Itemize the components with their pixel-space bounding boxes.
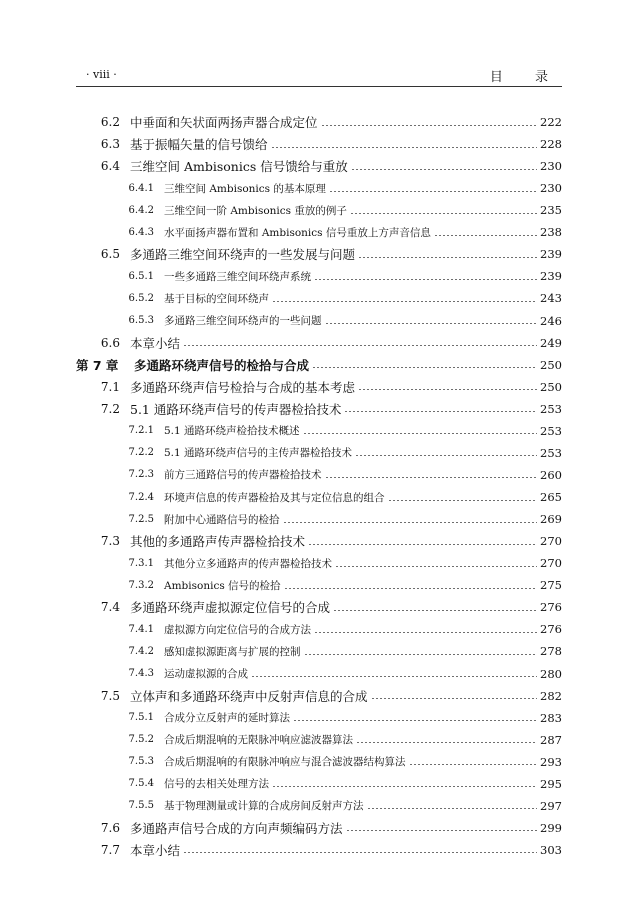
dot-leader xyxy=(371,698,538,699)
toc-entry-page: 276 xyxy=(540,622,562,637)
dot-leader xyxy=(329,191,537,192)
toc-entry-title: 其他分立多通路声的传声器检拾技术 xyxy=(164,557,332,570)
toc-entry-page: 297 xyxy=(540,798,562,813)
toc-entry-number: 7.7 xyxy=(100,842,120,857)
toc-entry[interactable] xyxy=(76,597,562,617)
toc-entry-title: 其他的多通路声传声器检拾技术 xyxy=(130,534,306,550)
toc-entry-number: 7.2.1 xyxy=(128,425,154,437)
dot-leader xyxy=(271,147,538,148)
toc-entry-title: 水平面扬声器布置和 Ambisonics 信号重放上方声音信息 xyxy=(164,226,431,239)
dot-leader xyxy=(183,345,537,346)
toc-entry-number: 7.6 xyxy=(100,820,120,835)
toc-entry-page: 249 xyxy=(540,335,562,350)
toc-entry-number: 7.1 xyxy=(100,379,120,394)
dot-leader xyxy=(321,125,538,126)
toc-entry[interactable] xyxy=(76,730,562,750)
dot-leader xyxy=(388,500,538,501)
toc-entry-title: 立体声和多通路环绕声中反射声信息的合成 xyxy=(130,688,368,704)
toc-entry-number: 7.2.4 xyxy=(128,491,154,503)
toc-entry-number: 7.5.5 xyxy=(128,800,154,812)
toc-entry-page: 253 xyxy=(540,423,562,438)
toc-entry-title: 5.1 通路环绕声信号的主传声器检拾技术 xyxy=(164,447,353,460)
toc-entry[interactable] xyxy=(76,178,562,198)
toc-entry-title: 虚拟源方向定位信号的合成方法 xyxy=(164,623,311,636)
toc-entry-title: 感知虚拟源距离与扩展的控制 xyxy=(164,645,301,658)
toc-entry-title: 基于振幅矢量的信号馈给 xyxy=(130,137,268,153)
toc-entry-number: 6.4.2 xyxy=(128,204,154,216)
toc-entry[interactable] xyxy=(76,531,562,551)
toc-entry[interactable] xyxy=(76,575,562,595)
toc-entry-page: 228 xyxy=(540,137,562,152)
toc-entry-number: 7.5 xyxy=(100,688,120,703)
dot-leader xyxy=(355,455,537,456)
page-number-label: · viii · xyxy=(86,68,117,81)
toc-entry-title: 合成分立反射声的延时算法 xyxy=(164,712,290,725)
toc-entry-number: 6.5 xyxy=(100,247,120,262)
toc-entry[interactable] xyxy=(76,421,562,441)
toc-entry[interactable] xyxy=(76,818,562,838)
toc-entry[interactable] xyxy=(76,134,562,154)
toc-entry[interactable] xyxy=(76,266,562,286)
toc-entry-title: 多通路环绕声信号检拾与合成的基本考虑 xyxy=(130,379,356,395)
toc-entry[interactable] xyxy=(76,752,562,772)
toc-entry-page: 299 xyxy=(540,820,562,835)
toc-entry-number: 7.5.2 xyxy=(128,734,154,746)
dot-leader xyxy=(346,830,538,831)
toc-entry[interactable] xyxy=(76,244,562,264)
toc-entry-page: 222 xyxy=(540,115,562,129)
toc-entry-title: 环境声信息的传声器检拾及其与定位信息的组合 xyxy=(164,491,385,504)
toc-entry-number: 6.5.1 xyxy=(128,270,154,282)
toc-entry-page: 253 xyxy=(540,445,562,460)
toc-entry-page: 293 xyxy=(540,754,562,769)
dot-leader xyxy=(350,213,537,214)
toc-entry[interactable] xyxy=(76,664,562,684)
dot-leader xyxy=(409,764,538,765)
dot-leader xyxy=(335,566,537,567)
toc-entry-number: 7.5.3 xyxy=(128,756,154,768)
toc-entry-page: 253 xyxy=(540,401,562,416)
toc-entry-page: 238 xyxy=(540,225,562,240)
dot-leader xyxy=(251,676,537,677)
toc-entry-page: 269 xyxy=(540,512,562,527)
toc-entry-title: 前方三通路信号的传声器检拾技术 xyxy=(164,469,322,482)
toc-entry-title: 多通路三维空间环绕声的一些问题 xyxy=(164,315,322,328)
toc-entry[interactable] xyxy=(76,333,562,353)
toc-entry-page: 287 xyxy=(540,732,562,747)
toc-entry-page: 276 xyxy=(540,600,562,615)
toc-entry-number: 6.6 xyxy=(100,335,120,350)
dot-leader xyxy=(367,808,538,809)
toc-entry-title: 5.1 通路环绕声信号的传声器检拾技术 xyxy=(130,401,342,417)
toc-entry[interactable] xyxy=(76,465,562,485)
toc-entry[interactable] xyxy=(76,708,562,728)
dot-leader xyxy=(325,477,538,478)
toc-entry-number: 6.3 xyxy=(100,137,120,152)
toc-entry-number: 6.2 xyxy=(100,115,120,129)
toc-entry[interactable] xyxy=(76,288,562,308)
dot-leader xyxy=(356,742,537,743)
toc-entry-title: 一些多通路三维空间环绕声系统 xyxy=(164,270,311,283)
dot-leader xyxy=(314,632,537,633)
toc-entry-page: 235 xyxy=(540,203,562,218)
dot-leader xyxy=(183,852,537,853)
dot-leader xyxy=(312,367,537,368)
toc-entry-page: 250 xyxy=(540,379,562,394)
dot-leader xyxy=(283,522,538,523)
dot-leader xyxy=(351,169,537,170)
dot-leader xyxy=(272,786,537,787)
toc-entry-page: 280 xyxy=(540,666,562,681)
dot-leader xyxy=(434,235,537,236)
toc-entry-title: 中垂面和矢状面两扬声器合成定位 xyxy=(130,115,318,130)
toc-entry-title: 5.1 通路环绕声检拾技术概述 xyxy=(164,425,300,438)
toc-entry-number: 7.5.1 xyxy=(128,712,154,724)
toc-entry-title: 多通路环绕声虚拟源定位信号的合成 xyxy=(130,600,331,616)
toc-entry-title: 附加中心通路信号的检拾 xyxy=(164,513,280,526)
toc-entry-title: 本章小结 xyxy=(130,335,181,351)
toc-entry-title: 三维空间 Ambisonics 的基本原理 xyxy=(164,182,326,195)
toc-entry-page: 230 xyxy=(540,159,562,174)
toc-entry-number: 7.4 xyxy=(100,600,120,615)
toc-entry-title: 运动虚拟源的合成 xyxy=(164,668,248,680)
dot-leader xyxy=(344,411,537,412)
toc-entry-number: 6.4 xyxy=(100,159,120,174)
toc-entry-title: 信号的去相关处理方法 xyxy=(164,778,269,791)
toc-entry-page: 250 xyxy=(540,357,562,372)
toc-entry-page: 243 xyxy=(540,291,562,306)
toc-entry-page: 239 xyxy=(540,247,562,262)
running-header xyxy=(76,66,562,87)
toc-entry-number: 6.4.1 xyxy=(128,182,154,194)
toc-entry-number: 7.5.4 xyxy=(128,778,154,790)
toc-entry-number: 7.2.3 xyxy=(128,469,154,481)
toc-entry[interactable] xyxy=(76,774,562,794)
toc-entry-number: 7.4.1 xyxy=(128,623,154,635)
toc-chapter-entry[interactable] xyxy=(76,355,562,375)
toc-entry-page: 283 xyxy=(540,710,562,725)
toc-entry[interactable] xyxy=(76,641,562,661)
toc-entry-number: 第 7 章 xyxy=(76,357,119,373)
toc-entry-title: 合成后期混响的无限脉冲响应滤波器算法 xyxy=(164,734,353,747)
toc-entry-number: 6.4.3 xyxy=(128,226,154,238)
toc-entry-title: 多通路环绕声信号的检拾与合成 xyxy=(134,357,310,373)
toc-entry[interactable] xyxy=(76,399,562,419)
toc-entry-title: 合成后期混响的有限脉冲响应与混合滤波器结构算法 xyxy=(164,756,406,769)
dot-leader xyxy=(284,588,537,589)
dot-leader xyxy=(333,610,537,611)
toc-entry-page: 295 xyxy=(540,776,562,791)
toc-entry[interactable] xyxy=(76,112,562,132)
dot-leader xyxy=(272,301,537,302)
toc-entry[interactable] xyxy=(76,686,562,706)
toc-entry-title: 多通路声信号合成的方向声频编码方法 xyxy=(130,820,343,836)
toc-entry[interactable] xyxy=(76,553,562,573)
toc-entry-number: 7.4.2 xyxy=(128,645,154,657)
toc-entry-page: 246 xyxy=(540,313,562,328)
toc-entry-number: 7.3.2 xyxy=(128,579,154,591)
dot-leader xyxy=(358,257,537,258)
toc-entry[interactable] xyxy=(76,377,562,397)
dot-leader xyxy=(314,279,537,280)
dot-leader xyxy=(304,654,538,655)
toc-entry-title: 三维空间一阶 Ambisonics 重放的例子 xyxy=(164,204,347,217)
toc-entry-title: 三维空间 Ambisonics 信号馈给与重放 xyxy=(130,159,348,175)
dot-leader xyxy=(325,323,538,324)
toc-entry[interactable] xyxy=(76,222,562,242)
toc-entry-page: 275 xyxy=(540,578,562,593)
toc-entry-page: 270 xyxy=(540,556,562,571)
toc-entry[interactable] xyxy=(76,619,562,639)
toc-entry-number: 7.3.1 xyxy=(128,557,154,569)
header-section-title: 目 录 xyxy=(489,70,562,85)
toc-entry-page: 239 xyxy=(540,269,562,284)
toc-entry-page: 265 xyxy=(540,490,562,505)
dot-leader xyxy=(293,720,537,721)
toc-entry-page: 230 xyxy=(540,181,562,196)
toc-entry-page: 303 xyxy=(540,842,562,857)
toc-entry-title: 基于目标的空间环绕声 xyxy=(164,292,269,305)
toc-entry[interactable] xyxy=(76,840,562,860)
dot-leader xyxy=(308,544,537,545)
dot-leader xyxy=(303,433,538,434)
toc-entry-number: 6.5.3 xyxy=(128,315,154,327)
toc-entry[interactable] xyxy=(76,443,562,463)
toc-entry-title: 多通路三维空间环绕声的一些发展与问题 xyxy=(130,247,356,263)
toc-entry-number: 7.3 xyxy=(100,534,120,549)
toc-entry-page: 270 xyxy=(540,534,562,549)
toc-entry-page: 260 xyxy=(540,467,562,482)
toc-entry[interactable] xyxy=(76,156,562,176)
toc-entry[interactable] xyxy=(76,796,562,816)
toc-entry-title: 本章小结 xyxy=(130,842,181,858)
toc-entry[interactable] xyxy=(76,200,562,220)
toc-entry-page: 282 xyxy=(540,688,562,703)
toc-entry-number: 7.2.2 xyxy=(128,447,154,459)
dot-leader xyxy=(358,389,537,390)
toc-entry-number: 6.5.2 xyxy=(128,292,154,304)
toc-entry-number: 7.2 xyxy=(100,401,120,416)
toc-entry-title: Ambisonics 信号的检拾 xyxy=(164,579,281,592)
toc-entry[interactable] xyxy=(76,487,562,507)
toc-entry-number: 7.4.3 xyxy=(128,668,154,679)
toc-entry-title: 基于物理测量或计算的合成房间反射声方法 xyxy=(164,800,364,813)
toc-entry-number: 7.2.5 xyxy=(128,513,154,525)
toc-entry[interactable] xyxy=(76,311,562,331)
toc-entry-page: 278 xyxy=(540,644,562,659)
toc-entry[interactable] xyxy=(76,509,562,529)
